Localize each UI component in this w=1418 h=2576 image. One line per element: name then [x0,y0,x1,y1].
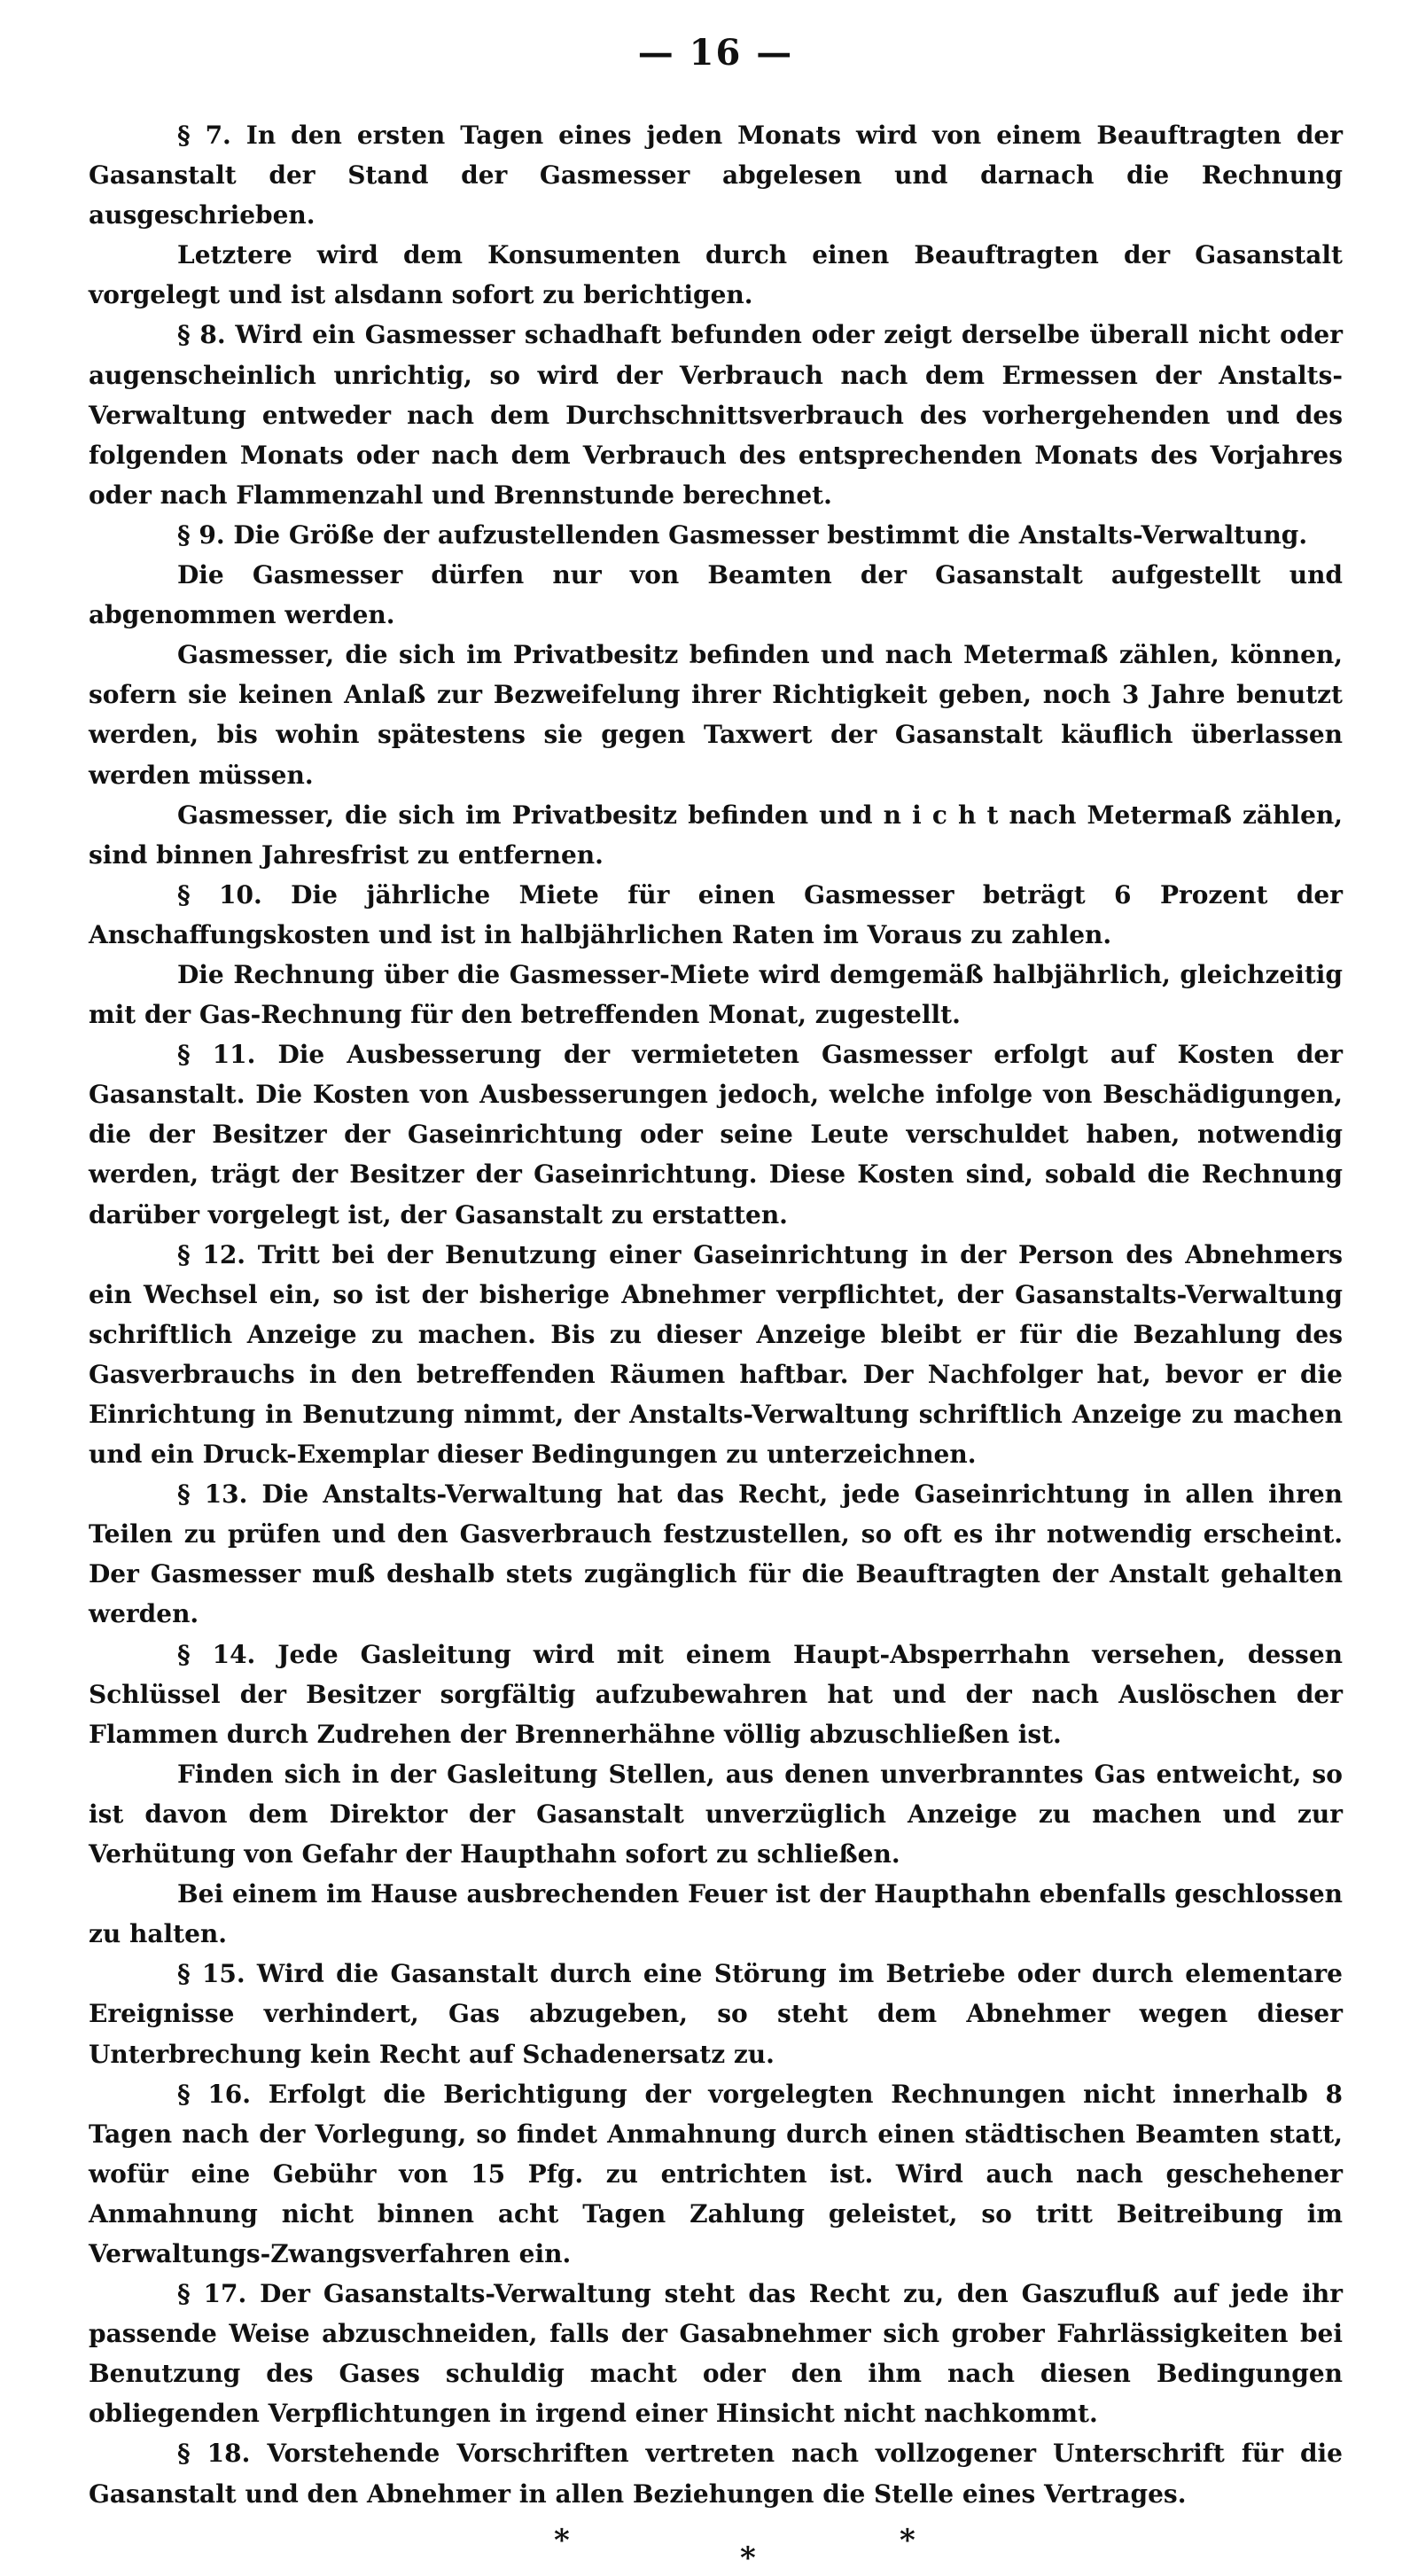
paragraph-section-7-continued: Letztere wird dem Konsumenten durch einen Beauftragten der Gasanstalt vorgelegt und ist alsdann sofort zu berichtigen. [89,240,1343,310]
asterisk: * [554,2522,570,2558]
paragraph-section-17: § 17. Der Gasanstalts-Verwaltung steht das Recht zu, den Gaszufluß auf jede ihr passende Weise abzuschneiden, falls der Gasabnehmer sich grober Fahrlässigkeiten bei Benutzung des Gases schuldig macht oder den ihm nach diesen Bedingungen obliegenden Verpflichtungen in irgend einer Hinsicht nicht nachkommt. [89,2279,1343,2429]
asterisk: * [900,2522,915,2558]
paragraph-section-18: § 18. Vorstehende Vorschriften vertreten nach vollzogener Unterschrift für die Gasanstalt und den Abnehmer in allen Beziehungen die Stelle eines Vertrages. [89,2439,1343,2509]
paragraph-section-9-removal: Gasmesser, die sich im Privatbesitz befinden und n i c h t nach Metermaß zählen, sind binnen Jahresfrist zu entfernen. [89,800,1343,870]
paragraph-section-15: § 15. Wird die Gasanstalt durch eine Störung im Betriebe oder durch elementare Ereignisse verhindert, Gas abzugeben, so steht dem Abnehmer wegen dieser Unterbrechung kein Recht auf Schadenersatz zu. [89,1959,1343,2069]
paragraph-section-10: § 10. Die jährliche Miete für einen Gasmesser beträgt 6 Prozent der Anschaffungskosten und ist in halbjährlichen Raten im Voraus zu zahlen. [89,879,1343,949]
paragraph-section-10-invoice: Die Rechnung über die Gasmesser-Miete wird demgemäß halbjährlich, gleichzeitig mit der Gas-Rechnung für den betreffenden Monat, zugestellt. [89,959,1343,1030]
document-page [89,27,1343,2576]
paragraph-section-12: § 12. Tritt bei der Benutzung einer Gaseinrichtung in der Person des Abnehmers ein Wechsel ein, so ist der bisherige Abnehmer verpflichtet, der Gasanstalts-Verwaltung schriftlich Anzeige zu machen. Bis zu dieser Anzeige bleibt er für die Bezahlung des Gasverbrauchs in den betreffenden Räumen haftbar. Der Nachfolger hat, bevor er die Einrichtung in Benutzung nimmt, der Anstalts-Verwaltung schriftlich Anzeige zu machen und ein Druck-Exemplar dieser Bedingungen zu unterzeichnen. [89,1239,1343,1470]
paragraph-section-13: § 13. Die Anstalts-Verwaltung hat das Recht, jede Gaseinrichtung in allen ihren Teilen zu prüfen und den Gasverbrauch festzustellen, so oft es ihr notwendig erscheint. Der Gasmesser muß deshalb stets zugänglich für die Beauftragten der Anstalt gehalten werden. [89,1479,1343,1629]
paragraph-section-14-fire: Bei einem im Hause ausbrechenden Feuer ist der Haupthahn ebenfalls geschlossen zu halten. [89,1879,1343,1949]
paragraph-section-7: § 7. In den ersten Tagen eines jeden Monats wird von einem Beauftragten der Gasanstalt der Stand der Gasmesser abgelesen und darnach die Rechnung ausgeschrieben. [89,121,1343,230]
closing-asterisks [89,2523,1343,2576]
paragraph-section-9-private-meters: Gasmesser, die sich im Privatbesitz befinden und nach Metermaß zählen, können, sofern sie keinen Anlaß zur Bezweifelung ihrer Richtigkeit geben, noch 3 Jahre benutzt werden, bis wohin spätestens sie gegen Taxwert der Gasanstalt käuflich überlassen werden müssen. [89,640,1343,790]
paragraph-section-16: § 16. Erfolgt die Berichtigung der vorgelegten Rechnungen nicht innerhalb 8 Tagen nach der Vorlegung, so findet Anmahnung durch einen städtischen Beamten statt, wofür eine Gebühr von 15 Pfg. zu entrichten ist. Wird auch nach geschehener Anmahnung nicht binnen acht Tagen Zahlung geleistet, so tritt Beitreibung im Verwaltungs-Zwangsverfahren ein. [89,2079,1343,2268]
page-number: — 16 — [637,32,794,74]
paragraph-section-9: § 9. Die Größe der aufzustellenden Gasmesser bestimmt die Anstalts-Verwaltung. [177,519,1308,550]
paragraph-section-8: § 8. Wird ein Gasmesser schadhaft befunden oder zeigt derselbe überall nicht oder augenscheinlich unrichtig, so wird der Verbrauch nach dem Ermessen der Anstalts-Verwaltung entweder nach dem Durchschnittsverbrauch des vorhergehenden und des folgenden Monats oder nach dem Verbrauch des entsprechenden Monats des Vorjahres oder nach Flammenzahl und Brennstunde berechnet. [89,320,1343,510]
document-body [89,115,1343,2514]
paragraph-section-9-installation: Die Gasmesser dürfen nur von Beamten der Gasanstalt aufgestellt und abgenommen werden. [89,560,1343,630]
asterisk: * [740,2540,756,2576]
paragraph-section-14-leaks: Finden sich in der Gasleitung Stellen, aus denen unverbranntes Gas entweicht, so ist davon dem Direktor der Gasanstalt unverzüglich Anzeige zu machen und zur Verhütung von Gefahr der Haupthahn sofort zu schließen. [89,1759,1343,1870]
paragraph-section-14: § 14. Jede Gasleitung wird mit einem Haupt-Absperrhahn versehen, dessen Schlüssel der Besitzer sorgfältig aufzubewahren hat und der nach Auslöschen der Flammen durch Zudrehen der Brennerhähne völlig abzuschließen ist. [89,1639,1343,1749]
paragraph-section-11: § 11. Die Ausbesserung der vermieteten Gasmesser erfolgt auf Kosten der Gasanstalt. Die Kosten von Ausbesserungen jedoch, welche infolge von Beschädigungen, die der Besitzer der Gaseinrichtung oder seine Leute verschuldet haben, notwendig werden, trägt der Besitzer der Gaseinrichtung. Diese Kosten sind, sobald die Rechnung darüber vorgelegt ist, der Gasanstalt zu erstatten. [89,1040,1343,1229]
